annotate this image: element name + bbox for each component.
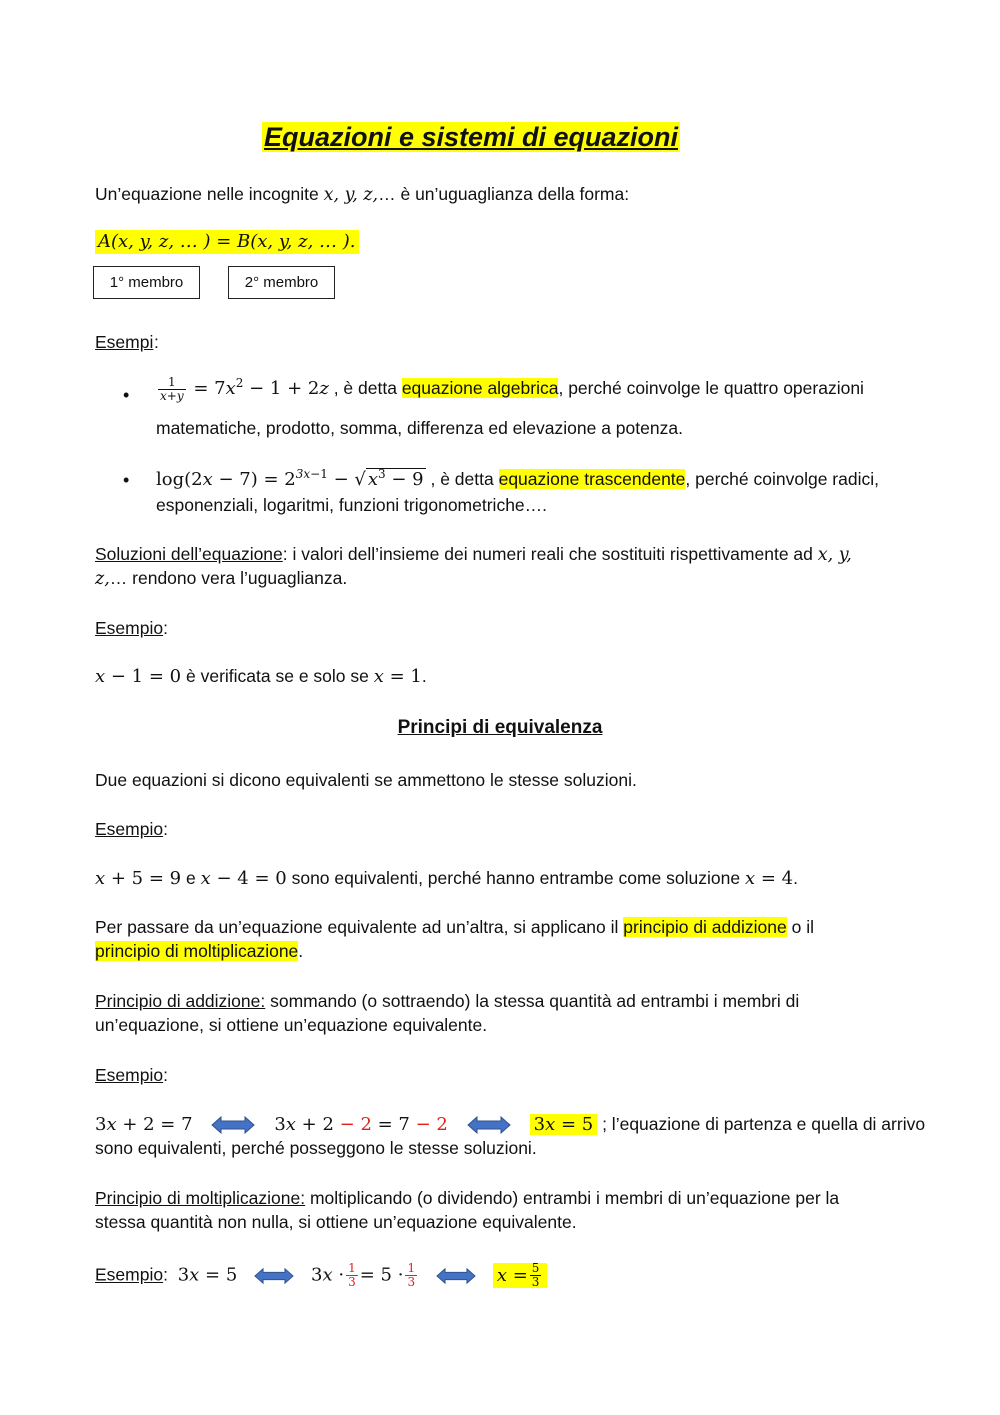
highlight-algebraic: equazione algebrica xyxy=(401,378,559,399)
result-highlight: x = $\frac{5}{3}$ xyxy=(493,1263,548,1288)
esempio-heading: Esempio: xyxy=(95,819,168,839)
esempio-heading: Esempio: xyxy=(95,1065,168,1085)
bullet-algebraic: $\frac{1}{x+y}$ = $7x^2 - 1 + 2z$ , è detta equazione algebrica, perché coinvolge le quattro operazioni xyxy=(160,375,864,403)
esempio-heading: Esempio: xyxy=(95,618,168,638)
highlight-multiplication: principio di moltiplicazione xyxy=(95,941,299,961)
esempi-heading: Esempi xyxy=(95,332,154,352)
solutions-paragraph: Soluzioni dell’equazione: i valori dell’insieme dei numeri reali che sostituiti rispettivamente ad x, y, xyxy=(95,544,852,565)
example-verified: x − 1 = 0 è verificata se e solo se x = 1. xyxy=(95,666,427,687)
solutions-paragraph-line2: z,… rendono vera l’uguaglianza. xyxy=(95,568,348,589)
passare-paragraph: Per passare da un’equazione equivalente ad un’altra, si applicano il principio di addizione o il xyxy=(95,917,814,937)
document-title: Equazioni e sistemi di equazioni xyxy=(263,122,679,152)
double-arrow-icon xyxy=(254,1267,294,1285)
intro-line: Un’equazione nelle incognite x, y, z,… è un’uguaglianza della forma: xyxy=(95,184,630,205)
section-title-principles: Principi di equivalenza xyxy=(397,717,603,738)
double-arrow-icon xyxy=(467,1116,511,1134)
double-arrow-icon xyxy=(436,1267,476,1285)
bullet-transcendent: $\log(2x - 7) = 2^{3x-1}$ − √ $x^3 - 9$ , è detta equazione trascendente, perché coinvolge radici, xyxy=(156,467,879,490)
multiplication-principle-line2: stessa quantità non nulla, si ottiene un’equazione equivalente. xyxy=(95,1212,577,1232)
addition-example-line2: sono equivalenti, perché posseggono le stesse soluzioni. xyxy=(95,1138,537,1158)
multiplication-principle: Principio di moltiplicazione: moltiplicando (o dividendo) entrambi i membri di un’equazione per la xyxy=(95,1188,840,1208)
first-member-box: 1° membro xyxy=(93,266,200,299)
fraction: $\frac{1}{x+y}$ xyxy=(160,375,184,403)
general-equation: A(x, y, z, … ) = B(x, y, z, … ). xyxy=(95,230,359,254)
fraction: $\frac{1}{3}$ xyxy=(348,1261,356,1290)
equivalent-definition: Due equazioni si dicono equivalenti se ammettono le stesse soluzioni. xyxy=(95,770,637,790)
bullet-dot: • xyxy=(123,470,130,490)
passare-paragraph-line2: principio di moltiplicazione. xyxy=(95,941,304,961)
highlight-transcendent: equazione trascendente xyxy=(498,469,686,489)
bullet-algebraic-line2: matematiche, prodotto, somma, differenza ed elevazione a potenza. xyxy=(156,418,683,438)
colon: : xyxy=(154,332,159,352)
highlight-addition: principio di addizione xyxy=(623,917,787,937)
bullet-transcendent-line2: esponenziali, logaritmi, funzioni trigonometriche…. xyxy=(156,495,548,515)
addition-example: 3x + 2 = 7 3x + 2 − 2 = 7 − 2 3x = 5 ; l’equazione di partenza e quella di arrivo xyxy=(95,1114,926,1135)
double-arrow-icon xyxy=(211,1116,255,1134)
fraction: $\frac{1}{3}$ xyxy=(407,1261,416,1290)
second-member-box: 2° membro xyxy=(228,266,335,299)
addition-principle: Principio di addizione: sommando (o sottraendo) la stessa quantità ad entrambi i membri di xyxy=(95,991,800,1011)
example-equivalent: x + 5 = 9 e x − 4 = 0 sono equivalenti, perché hanno entrambe come soluzione x = 4. xyxy=(95,868,798,889)
addition-principle-line2: un’equazione, si ottiene un’equazione equivalente. xyxy=(95,1015,488,1035)
bullet-dot: • xyxy=(123,385,130,405)
multiplication-example: Esempio: 3x = 5 3x · $\frac{1}{3}$ = 5 · $\frac{1}{3}$ x = $\frac{5}{3}$ xyxy=(95,1262,547,1289)
